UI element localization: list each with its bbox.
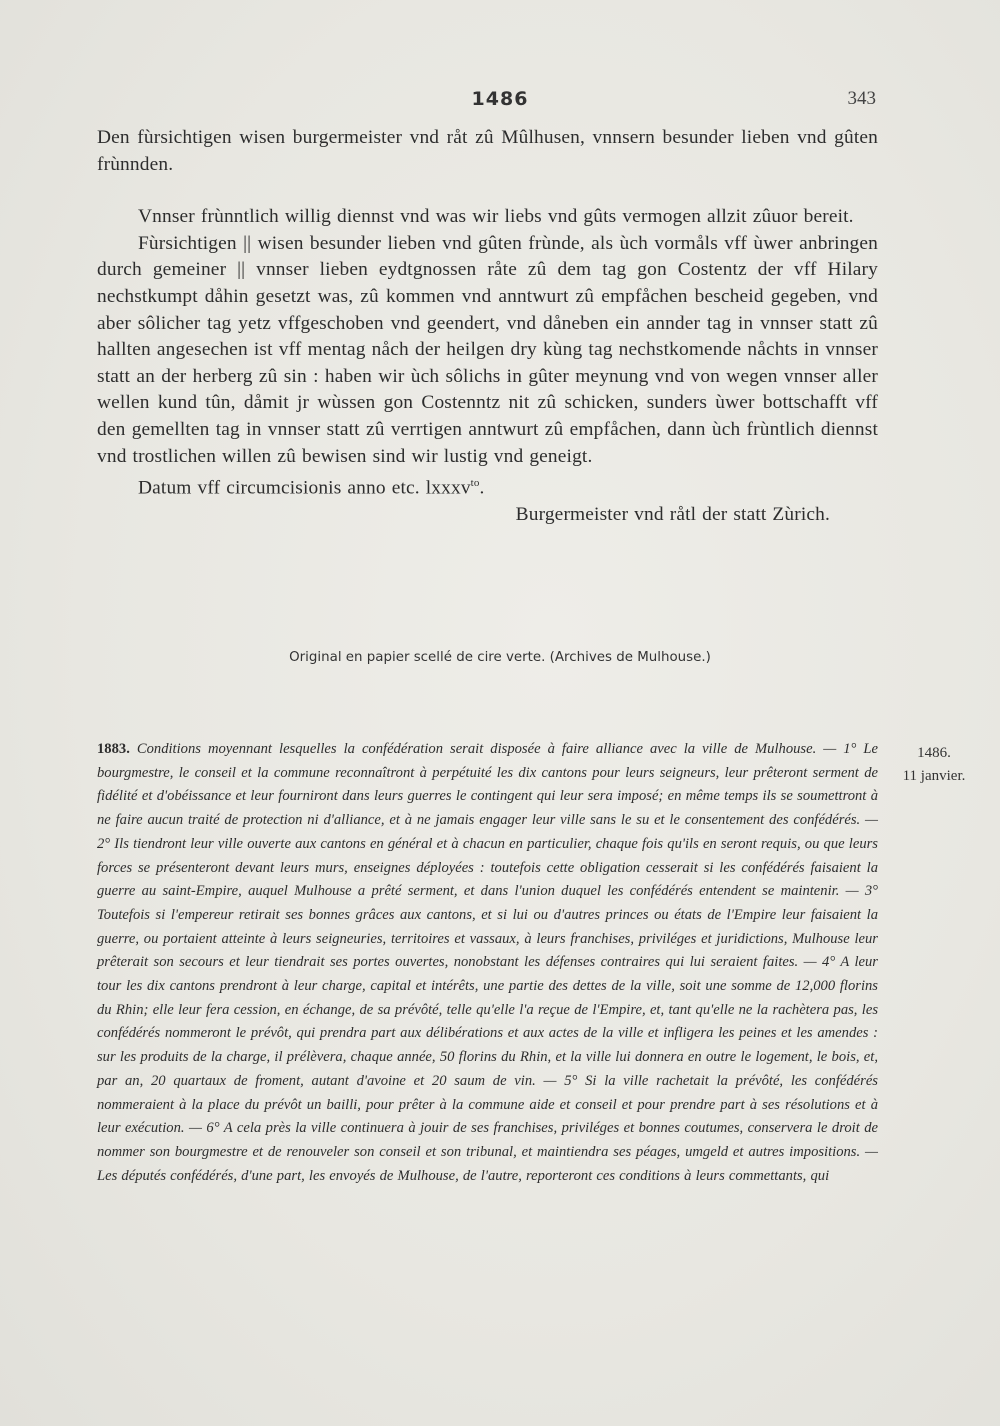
margin-year: 1486. xyxy=(917,745,951,761)
page-number: 343 xyxy=(847,88,876,109)
regest-text: Conditions moyennant lesquelles la confédération serait disposée à faire alliance avec la ville de Mulhouse. — 1° Le bourgmestre, le conseil et la commune reconnaîtront à perpétuité les dix cantons pour leurs seigneurs, leur prêteront serment de fidélité et d'obéissance et leur fourniront dans leurs guerres le contingent qui leur sera imposé; en même temps ils se soumettront à ne faire aucun traité de protection ni d'alliance, et à ne jamais engager leur ville sans le su et le consentement des confédérés. — 2° Ils tiendront leur ville ouverte aux cantons en général et à chacun en particulier, chaque fois qu'ils en seront requis, ou que leurs forces se présenteront devant leurs murs, enseignes déployées : toutefois cette obligation cesserait si les confédérés faisaient la guerre au saint-Empire, auquel Mulhouse a prêté serment, et dans l'union duquel les confédérés entendent se maintenir. — 3° Toutefois si l'empereur retirait ses bonnes grâces aux cantons, et si lui ou d'autres princes ou états de l'Empire leur faisaient la guerre, ou portaient atteinte à leurs seigneuries, territoires et vassaux, à leurs franchises, priviléges et juridictions, Mulhouse leur prêterait son secours et leur tiendrait ses portes ouvertes, nonobstant les défenses contraires qui lui seraient faites. — 4° A leur tour les dix cantons prendront à leur charge, capital et intérêts, une partie des dettes de la ville, soit une somme de 12,000 florins du Rhin; elle leur fera cession, en échange, de sa prévôté, telle qu'elle l'a reçue de l'Empire, et, tant qu'elle ne la rachètera pas, les confédérés nommeront le prévôt, qui prendra part aux délibérations et aux actes de la ville et infligera les peines et les amendes : sur les produits de la charge, il prélèvera, chaque année, 50 florins du Rhin, et la ville lui donnera en outre le logement, le bois, et, par an, 20 quartaux de froment, autant d'avoine et 20 saum de vin. — 5° Si la ville rachetait la prévôté, les confédérés nommeraient à la place du prévôt un bailli, pour prêter à la commune aide et conseil et pour prendre part à ses résolutions et à leur exécution. — 6° A cela près la ville continuera à jouir de ses franchises, priviléges et bonnes coutumes, conservera le droit de nommer son bourgmestre et de renouveler son conseil et son tribunal, et maintiendra ses péages, umgeld et autres impositions. — Les députés confédérés, d'une part, les envoyés de Mulhouse, de l'autre, reporteront ces conditions à leurs commettants, qui xyxy=(97,741,878,1184)
letter-address: Den fùrsichtigen wisen burgermeister vnd råt zû Mûlhusen, vnnsern besunder lieben vnd gûten frùnnden. xyxy=(97,127,878,175)
regest-number: 1883. xyxy=(97,741,130,757)
running-header-year: 1486 xyxy=(471,88,529,110)
margin-day: 11 janvier. xyxy=(902,768,966,784)
letter-greeting: Vnnser frùnntlich willig diennst vnd was wir liebs vnd gûts vermogen allzit zûuor bereit. xyxy=(138,206,854,228)
letter-signature: Burgermeister vnd råtl der statt Zùrich. xyxy=(515,504,830,526)
letter-date-superscript: to xyxy=(470,477,480,490)
letter-body: Fùrsichtigen || wisen besunder lieben vnd gûten frùnde, als ùch vormåls vff ùwer anbringen durch gemeiner || vnnser lieben eydtgnossen råte zû dem tag gon Costentz der vff Hilary nechstkumpt dåhin gesetzt was, zû kommen vnd anntwurt zû empfåchen bescheid gegeben, vnd aber sôlicher tag yetz vffgeschoben vnd geendert, vnd dåneben ein annder tag in vnnser statt zû hallten angesechen ist vff mentag nåch der heilgen dry kùng tag nechstkomende nåchts in vnnser statt an der herberg zû sin : haben wir ùch sôlichs in gûter meynung vnd von wegen vnnser aller wellen kund tûn, dåmit jr wùssen gon Costenntz nit zû schicken, sunders ùwer bottschafft vff den gemellten tag in vnnser statt zû verrtigen anntwurt zû empfåchen, dann ùch frùntlich diennst vnd trostlichen willen zû bewisen sind wir lustig vnd geneigt. xyxy=(97,232,878,467)
letter-date-text: Datum vff circumcisionis anno etc. lxxxv xyxy=(138,477,471,499)
letter-text xyxy=(97,125,878,529)
regest-entry xyxy=(97,738,878,1188)
margin-date-note xyxy=(884,742,984,788)
letter-date-end: . xyxy=(479,477,485,499)
source-note: Original en papier scellé de cire verte. (Archives de Mulhouse.) xyxy=(289,650,711,665)
letter-date xyxy=(97,470,878,502)
